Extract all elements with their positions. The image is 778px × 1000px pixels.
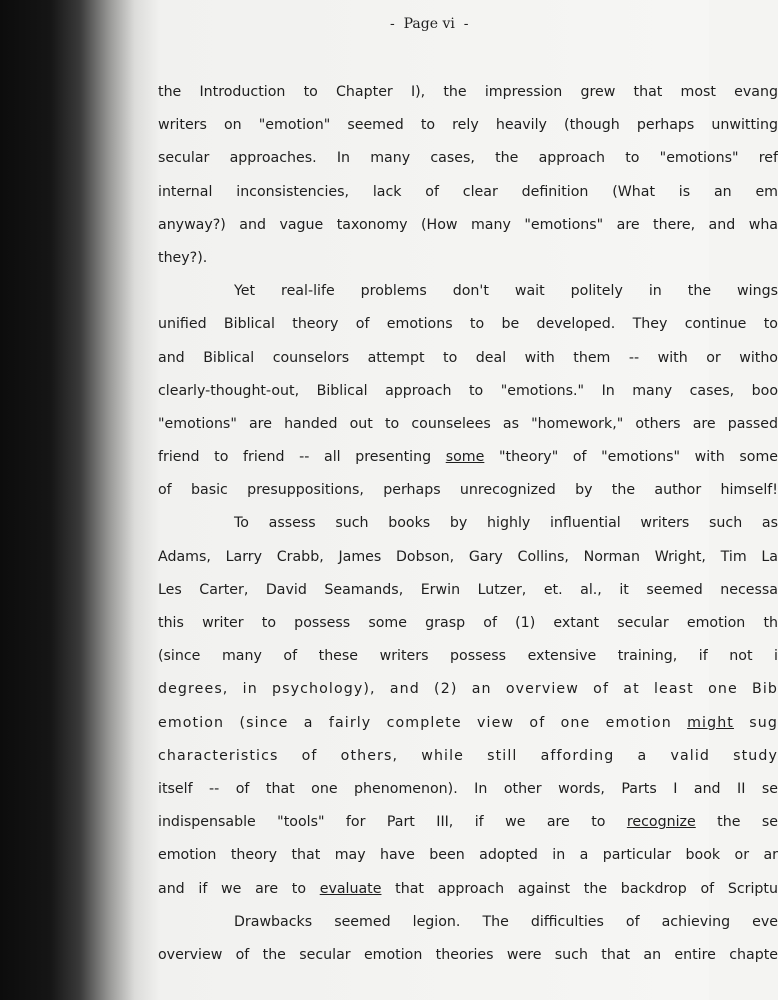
text-line: internal inconsistencies, lack of clear definition (What is an em (158, 183, 778, 200)
text-segment: sug (733, 714, 778, 731)
text-line: they?). (158, 249, 208, 266)
text-line: degrees, in psychology), and (2) an overview of at least one Bib (158, 681, 778, 698)
text-line: clearly-thought-out, Biblical approach to "emotions." In many cases, boo (158, 382, 778, 399)
text-line: unified Biblical theory of emotions to be developed. They continue to (158, 316, 778, 333)
text-line: of basic presuppositions, perhaps unrecognized by the author himself! (158, 482, 778, 499)
text-line: this writer to possess some grasp of (1) extant secular emotion th (158, 615, 778, 631)
text-line: Yet real-life problems don't wait politely in the wings (234, 283, 778, 300)
text-segment: the se (695, 814, 778, 831)
text-line (158, 877, 778, 910)
underlined-word: some (445, 449, 485, 466)
underlined-word: might (687, 714, 734, 731)
text-line: characteristics of others, while still affording a valid study (158, 747, 778, 764)
text-line: and Biblical counselors attempt to deal with them -- with or witho (158, 349, 778, 366)
text-line: Drawbacks seemed legion. The difficulties of achieving eve (234, 913, 778, 930)
text-segment: emotion (since a fairly complete view of one emotion (158, 714, 688, 731)
text-segment: friend to friend -- all presenting (158, 449, 446, 466)
text-line (158, 810, 778, 843)
text-segment: and if we are to (158, 880, 320, 897)
text-line: itself -- of that one phenomenon). In other words, Parts I and II se (158, 780, 778, 797)
text-line: Adams, Larry Crabb, James Dobson, Gary Collins, Norman Wright, Tim La (158, 548, 778, 565)
text-segment: that approach against the backdrop of Scriptu (381, 880, 778, 897)
text-segment: indispensable "tools" for Part III, if we are to (158, 814, 627, 831)
text-line: To assess such books by highly influential writers such as (234, 515, 778, 532)
text-line: emotion theory that may have been adopted in a particular book or ar (158, 847, 778, 864)
text-line (158, 711, 778, 744)
text-line: (since many of these writers possess extensive training, if not i (158, 648, 778, 665)
text-line: secular approaches. In many cases, the approach to "emotions" ref (158, 150, 778, 167)
page-number-header: - Page vi - (390, 16, 469, 32)
text-line: the Introduction to Chapter I), the impression grew that most evang (158, 84, 778, 100)
text-line (158, 445, 778, 478)
text-line: overview of the secular emotion theories were such that an entire chapte (158, 946, 778, 963)
text-line: "emotions" are handed out to counselees as "homework," others are passed (158, 415, 778, 432)
text-line: Les Carter, David Seamands, Erwin Lutzer, et. al., it seemed necessa (158, 581, 778, 598)
text-segment: "theory" of "emotions" with some (484, 449, 778, 466)
underlined-word: recognize (626, 814, 696, 831)
body-text (158, 80, 778, 976)
text-line: writers on "emotion" seemed to rely heavily (though perhaps unwitting (158, 117, 778, 134)
text-line: anyway?) and vague taxonomy (How many "emotions" are there, and wha (158, 216, 778, 233)
underlined-word: evaluate (319, 880, 382, 897)
